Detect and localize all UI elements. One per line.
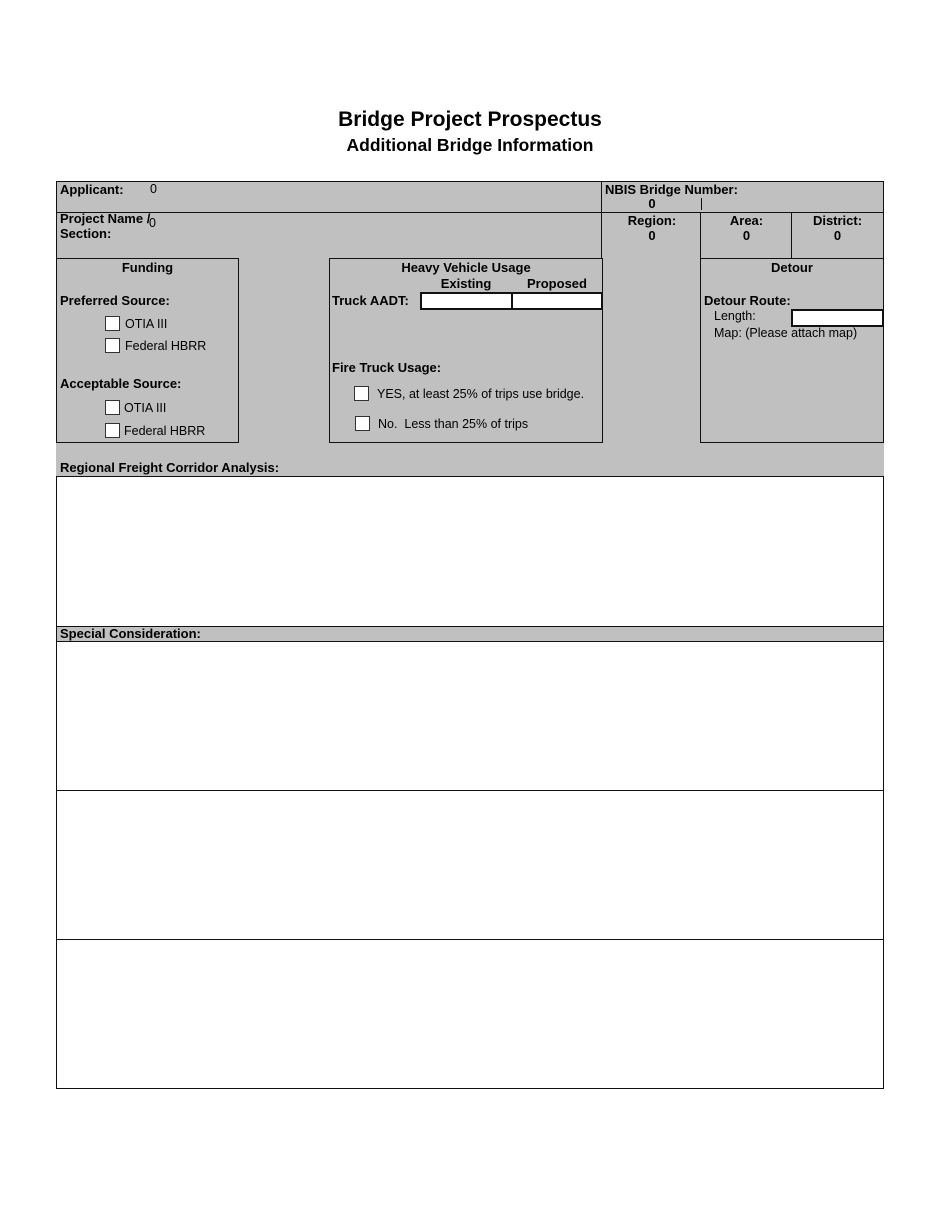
detour-title: Detour <box>771 260 813 275</box>
col-existing: Existing <box>440 276 492 291</box>
acceptable-otia-checkbox[interactable] <box>105 400 120 415</box>
nbis-label: NBIS Bridge Number: <box>605 182 738 197</box>
acceptable-source-label: Acceptable Source: <box>60 376 182 391</box>
page-title: Bridge Project Prospectus <box>338 108 602 131</box>
preferred-otia-checkbox[interactable] <box>105 316 120 331</box>
region-label: Region: <box>627 213 677 228</box>
detour-box <box>700 258 884 443</box>
detour-map-label: Map: (Please attach map) <box>714 326 858 340</box>
area-value[interactable]: 0 <box>742 228 751 243</box>
project-label-line2: Section: <box>60 226 112 241</box>
funding-title: Funding <box>121 260 174 275</box>
preferred-source-label: Preferred Source: <box>60 293 170 308</box>
nbis-value[interactable]: 0 <box>648 196 656 211</box>
fire-truck-no-label: No. Less than 25% of trips <box>378 417 529 431</box>
nbis-divider <box>701 198 702 210</box>
freight-label: Regional Freight Corridor Analysis: <box>60 460 280 475</box>
additional-box-2[interactable] <box>56 939 884 1089</box>
detour-length-input[interactable] <box>791 309 884 327</box>
district-label: District: <box>812 213 863 228</box>
preferred-hbrr-checkbox[interactable] <box>105 338 120 353</box>
col-proposed: Proposed <box>527 276 587 291</box>
region-value[interactable]: 0 <box>648 228 656 243</box>
applicant-cell <box>56 181 603 213</box>
district-value[interactable]: 0 <box>833 228 842 243</box>
heavy-vehicle-title: Heavy Vehicle Usage <box>401 260 531 275</box>
project-value[interactable]: 0 <box>149 216 156 230</box>
truck-aadt-label: Truck AADT: <box>332 293 409 308</box>
detour-length-label: Length: <box>714 309 756 323</box>
detour-route-label: Detour Route: <box>704 293 791 308</box>
area-label: Area: <box>729 213 764 228</box>
preferred-hbrr-label: Federal HBRR <box>125 339 207 353</box>
acceptable-otia-label: OTIA III <box>124 401 167 415</box>
truck-aadt-proposed-input[interactable] <box>511 292 603 310</box>
additional-box-1[interactable] <box>56 790 884 941</box>
project-label-line1: Project Name / <box>60 211 151 226</box>
page-subtitle: Additional Bridge Information <box>346 135 594 155</box>
fire-truck-yes-label: YES, at least 25% of trips use bridge. <box>377 387 585 401</box>
freight-textarea[interactable] <box>56 476 884 627</box>
preferred-otia-label: OTIA III <box>125 317 168 331</box>
truck-aadt-existing-input[interactable] <box>420 292 513 310</box>
special-label: Special Consideration: <box>60 626 201 641</box>
acceptable-hbrr-checkbox[interactable] <box>105 423 120 438</box>
applicant-label: Applicant: <box>60 182 124 197</box>
fire-truck-label: Fire Truck Usage: <box>332 360 442 375</box>
applicant-value[interactable]: 0 <box>150 182 157 196</box>
special-textarea[interactable] <box>56 641 884 792</box>
acceptable-hbrr-label: Federal HBRR <box>124 424 206 438</box>
fire-truck-no-checkbox[interactable] <box>355 416 370 431</box>
fire-truck-yes-checkbox[interactable] <box>354 386 369 401</box>
